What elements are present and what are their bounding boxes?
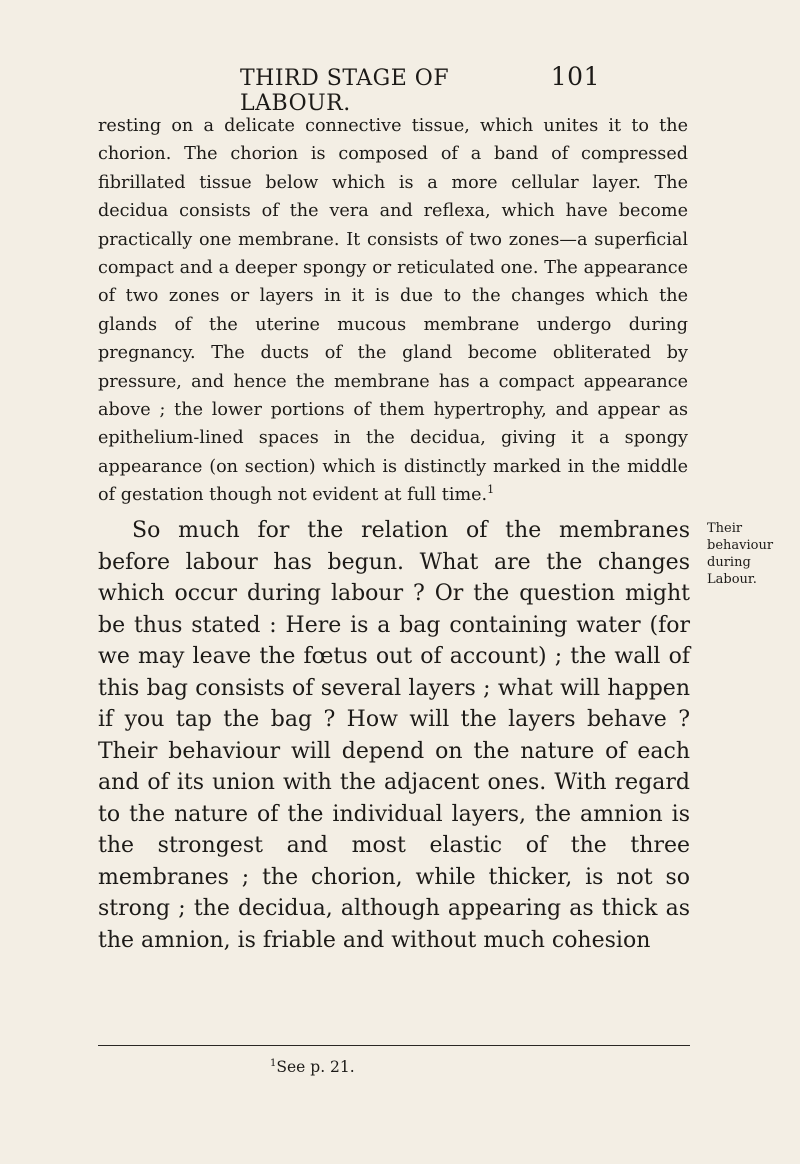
footnote (270, 1058, 355, 1076)
margin-note-line: Their (707, 521, 743, 536)
running-title: THIRD STAGE OF LABOUR. (240, 66, 450, 116)
margin-note (707, 520, 787, 588)
paragraph-small-text: resting on a delicate connective tissue, which unites it to the chorion. The chorion is composed of a band of compressed fibrillated tissue below which is a more cellular layer. The decidua consists of the vera and reflexa, which have become practically one membrane. It consists of two zones—a superficial compact and a deeper spongy or reticulated one. The appearance of two zones or layers in it is due to the changes which the glands of the uterine mucous membrane undergo during pregnancy. The ducts of the gland become obliterated by pressure, and hence the membrane has a compact appearance above ; the lower portions of them hypertrophy, and appear as epithelium-lined spaces in the decidua, giving it a spongy appearance (on section) which is distinctly marked in the middle of gestation though not evident at full time. (98, 116, 688, 506)
margin-note-line: behaviour (707, 538, 774, 553)
page-number: 101 (550, 62, 600, 91)
footnote-reference: 1 (487, 483, 495, 497)
paragraph-large-type: So much for the relation of the membranes before labour has begun. What are the changes which occur during labour ? Or the question might be thus stated : Here is a bag containing water (for we may leave the fœtus out of account) ; the wall of this bag consists of several layers ; what will happen if you tap the bag ? How will the layers behave ? Their behaviour will depend on the nature of each and of its union with the adjacent ones. With regard to the nature of the individual layers, the amnion is the strongest and most elastic of the three membranes ; the chorion, while thicker, is not so strong ; the decidua, although appearing as thick as the amnion, is friable and without much cohesion (98, 518, 690, 953)
footnote-mark: 1 (270, 1058, 277, 1069)
paragraph-small-type (98, 112, 688, 510)
footnote-divider (98, 1045, 690, 1046)
margin-note-line: during (707, 555, 751, 570)
margin-note-line: Labour. (707, 572, 757, 587)
running-header (240, 62, 600, 116)
footnote-text: See p. 21. (276, 1058, 355, 1077)
